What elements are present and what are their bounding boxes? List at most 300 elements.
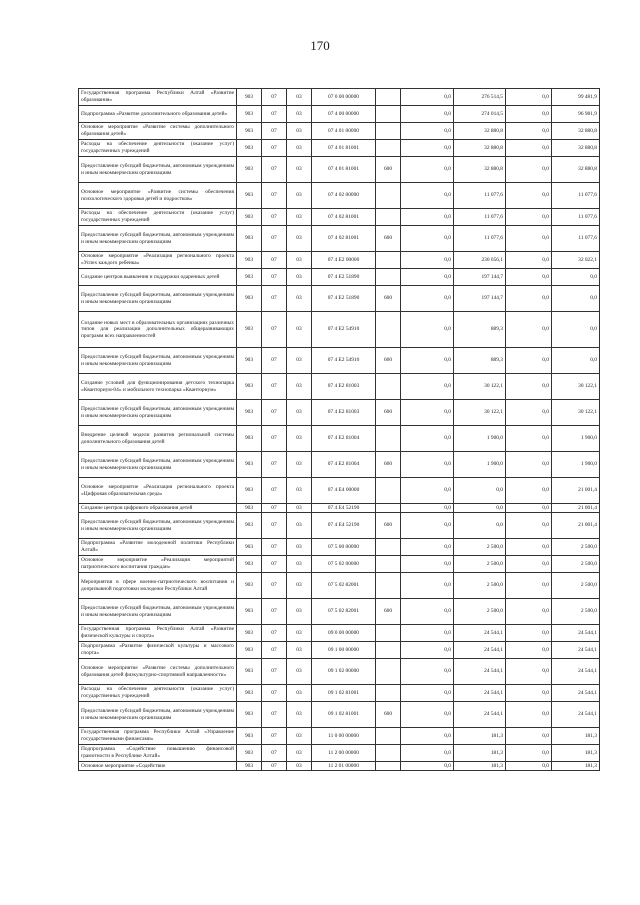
row-code-rz: 07 (262, 625, 287, 642)
row-value-3: 0,0 (506, 123, 552, 140)
row-value-2: 181,3 (454, 762, 506, 771)
row-code-gr: 903 (237, 504, 262, 513)
table-row (79, 513, 600, 539)
row-code-gr: 903 (237, 513, 262, 539)
row-value-1: 0,0 (401, 452, 454, 478)
row-code-gr: 903 (237, 89, 262, 106)
row-name: Расходы на обеспечение деятельности (оказание услуг) государственных учреждений (79, 685, 237, 702)
row-name: Подпрограмма «Развитие молодежной политики Республики Алтай» (79, 539, 237, 556)
row-value-2: 30 122,1 (454, 400, 506, 426)
row-value-2: 889,3 (454, 312, 506, 348)
row-code-vr: 600 (376, 348, 401, 374)
row-code-vr: 600 (376, 157, 401, 183)
row-value-1: 0,0 (401, 728, 454, 745)
row-code-rz: 07 (262, 513, 287, 539)
row-value-3: 0,0 (506, 513, 552, 539)
row-code-cs: 07 4 E2 51890 (312, 286, 376, 312)
row-code-rz: 07 (262, 286, 287, 312)
row-value-4: 32 880,8 (552, 140, 600, 157)
row-code-pr: 03 (287, 140, 312, 157)
row-code-pr: 03 (287, 702, 312, 728)
row-code-vr (376, 209, 401, 226)
row-code-vr (376, 89, 401, 106)
row-value-4: 96 981,9 (552, 106, 600, 123)
row-value-2: 24 544,1 (454, 659, 506, 685)
row-code-gr: 903 (237, 426, 262, 452)
row-value-4: 30 122,1 (552, 400, 600, 426)
row-value-4: 21 001,4 (552, 478, 600, 504)
row-name: Основное мероприятие «Реализация мероприятий патриотического воспитания граждан» (79, 556, 237, 573)
row-code-pr: 03 (287, 685, 312, 702)
row-value-3: 0,0 (506, 625, 552, 642)
table-row (79, 252, 600, 269)
row-name: Государственная программа Республики Алтай «Развитие физической культуры и спорта» (79, 625, 237, 642)
table-row (79, 348, 600, 374)
row-value-1: 0,0 (401, 226, 454, 252)
table-row (79, 539, 600, 556)
row-code-gr: 903 (237, 573, 262, 599)
row-code-vr: 600 (376, 599, 401, 625)
table-row (79, 556, 600, 573)
row-code-vr: 600 (376, 452, 401, 478)
row-code-vr (376, 762, 401, 771)
row-code-vr: 600 (376, 286, 401, 312)
row-value-3: 0,0 (506, 348, 552, 374)
row-name: Создание центров выявления и поддержки одаренных детей (79, 269, 237, 286)
row-value-2: 24 544,1 (454, 702, 506, 728)
table-row (79, 269, 600, 286)
row-code-gr: 903 (237, 452, 262, 478)
row-code-rz: 07 (262, 183, 287, 209)
row-code-rz: 07 (262, 106, 287, 123)
row-value-1: 0,0 (401, 625, 454, 642)
row-code-rz: 07 (262, 452, 287, 478)
row-code-vr (376, 374, 401, 400)
row-code-vr (376, 252, 401, 269)
row-value-2: 0,0 (454, 478, 506, 504)
row-code-gr: 903 (237, 625, 262, 642)
row-value-2: 181,3 (454, 728, 506, 745)
row-code-pr: 03 (287, 762, 312, 771)
row-value-2: 24 544,1 (454, 625, 506, 642)
row-value-4: 0,0 (552, 269, 600, 286)
row-code-cs: 09 0 00 00000 (312, 625, 376, 642)
row-value-4: 11 077,6 (552, 183, 600, 209)
row-name: Подпрограмма «Содействие повышению финансовой грамотности в Республике Алтай» (79, 745, 237, 762)
row-name: Подпрограмма «Развитие физической культуры и массового спорта» (79, 642, 237, 659)
row-code-pr: 03 (287, 504, 312, 513)
row-value-1: 0,0 (401, 513, 454, 539)
row-code-gr: 903 (237, 269, 262, 286)
row-code-pr: 03 (287, 106, 312, 123)
row-code-cs: 09 1 02 81001 (312, 702, 376, 728)
row-code-pr: 03 (287, 123, 312, 140)
row-code-cs: 07 5 02 82001 (312, 573, 376, 599)
row-code-cs: 07 4 E2 81004 (312, 426, 376, 452)
row-name: Предоставление субсидий бюджетным, автономным учреждениям и иным некоммерческим организациям (79, 226, 237, 252)
row-value-4: 2 500,0 (552, 539, 600, 556)
row-code-rz: 07 (262, 348, 287, 374)
row-name: Предоставление субсидий бюджетным, автономным учреждениям и иным некоммерческим организациям (79, 702, 237, 728)
row-value-1: 0,0 (401, 106, 454, 123)
row-code-cs: 07 5 00 00000 (312, 539, 376, 556)
row-name: Создание условий для функционирования детского технопарка «Кванториум-04» и мобильного технопарка «Кванториум» (79, 374, 237, 400)
row-value-1: 0,0 (401, 374, 454, 400)
row-name: Предоставление субсидий бюджетным, автономным учреждениям и иным некоммерческим организациям (79, 286, 237, 312)
row-value-1: 0,0 (401, 659, 454, 685)
row-code-gr: 903 (237, 702, 262, 728)
row-code-vr (376, 123, 401, 140)
row-value-1: 0,0 (401, 599, 454, 625)
row-code-gr: 903 (237, 183, 262, 209)
row-code-rz: 07 (262, 312, 287, 348)
row-code-gr: 903 (237, 745, 262, 762)
row-code-rz: 07 (262, 504, 287, 513)
row-code-gr: 903 (237, 106, 262, 123)
row-code-pr: 03 (287, 183, 312, 209)
row-value-2: 11 077,6 (454, 209, 506, 226)
row-code-pr: 03 (287, 252, 312, 269)
row-code-rz: 07 (262, 556, 287, 573)
row-code-rz: 07 (262, 539, 287, 556)
row-value-1: 0,0 (401, 504, 454, 513)
row-code-cs: 07 4 02 81001 (312, 209, 376, 226)
row-code-gr: 903 (237, 762, 262, 771)
row-value-3: 0,0 (506, 685, 552, 702)
row-value-2: 197 144,7 (454, 286, 506, 312)
row-value-2: 30 122,1 (454, 374, 506, 400)
row-value-1: 0,0 (401, 269, 454, 286)
row-code-rz: 07 (262, 252, 287, 269)
row-code-pr: 03 (287, 89, 312, 106)
row-code-gr: 903 (237, 157, 262, 183)
row-code-gr: 903 (237, 659, 262, 685)
row-value-4: 24 544,1 (552, 659, 600, 685)
row-value-1: 0,0 (401, 685, 454, 702)
row-name: Государственная программа Республики Алтай «Развитие образования» (79, 89, 237, 106)
row-value-3: 0,0 (506, 573, 552, 599)
row-code-gr: 903 (237, 286, 262, 312)
row-value-4: 24 544,1 (552, 642, 600, 659)
row-code-rz: 07 (262, 209, 287, 226)
table-row (79, 478, 600, 504)
row-code-vr (376, 140, 401, 157)
row-code-cs: 09 1 02 00000 (312, 659, 376, 685)
row-code-rz: 07 (262, 745, 287, 762)
row-name: Расходы на обеспечение деятельности (оказание услуг) государственных учреждений (79, 140, 237, 157)
row-code-cs: 07 5 02 00000 (312, 556, 376, 573)
row-value-4: 21 001,4 (552, 513, 600, 539)
row-value-4: 24 544,1 (552, 625, 600, 642)
row-name: Расходы на обеспечение деятельности (оказание услуг) государственных учреждений (79, 209, 237, 226)
row-value-3: 0,0 (506, 312, 552, 348)
row-name: Основное мероприятие «Развитие системы обеспечения психологического здоровья детей и подростков» (79, 183, 237, 209)
table-row (79, 209, 600, 226)
row-name: Внедрение целевой модели развития региональной системы дополнительного образования детей (79, 426, 237, 452)
row-value-3: 0,0 (506, 539, 552, 556)
row-value-4: 24 544,1 (552, 685, 600, 702)
row-value-4: 2 500,0 (552, 573, 600, 599)
row-value-4: 0,0 (552, 348, 600, 374)
row-code-pr: 03 (287, 573, 312, 599)
row-code-rz: 07 (262, 573, 287, 599)
row-value-3: 0,0 (506, 556, 552, 573)
row-code-cs: 07 4 E4 00000 (312, 478, 376, 504)
row-code-rz: 07 (262, 702, 287, 728)
row-code-cs: 07 4 E2 81004 (312, 452, 376, 478)
row-code-rz: 07 (262, 140, 287, 157)
row-value-3: 0,0 (506, 426, 552, 452)
row-code-cs: 07 4 02 00000 (312, 183, 376, 209)
row-value-3: 0,0 (506, 252, 552, 269)
row-code-cs: 07 4 E2 00000 (312, 252, 376, 269)
row-code-gr: 903 (237, 209, 262, 226)
row-value-2: 274 014,5 (454, 106, 506, 123)
row-name: Предоставление субсидий бюджетным, автономным учреждениям и иным некоммерческим организациям (79, 599, 237, 625)
table-row (79, 89, 600, 106)
row-value-4: 1 900,0 (552, 426, 600, 452)
row-name: Государственная программа Республики Алтай «Управление государственными финансами» (79, 728, 237, 745)
table-row (79, 702, 600, 728)
row-code-vr: 600 (376, 513, 401, 539)
row-value-4: 21 001,4 (552, 504, 600, 513)
row-code-rz: 07 (262, 599, 287, 625)
row-code-gr: 903 (237, 226, 262, 252)
row-value-1: 0,0 (401, 702, 454, 728)
row-code-vr (376, 426, 401, 452)
row-code-rz: 07 (262, 89, 287, 106)
row-value-1: 0,0 (401, 157, 454, 183)
row-code-pr: 03 (287, 745, 312, 762)
row-name: Предоставление субсидий бюджетным, автономным учреждениям и иным некоммерческим организациям (79, 348, 237, 374)
row-value-3: 0,0 (506, 286, 552, 312)
table-row (79, 286, 600, 312)
row-value-2: 0,0 (454, 513, 506, 539)
row-value-4: 1 900,0 (552, 452, 600, 478)
table-row (79, 625, 600, 642)
row-code-vr (376, 625, 401, 642)
row-value-2: 32 880,8 (454, 140, 506, 157)
row-value-3: 0,0 (506, 157, 552, 183)
table-row (79, 745, 600, 762)
row-value-4: 11 077,6 (552, 209, 600, 226)
row-code-pr: 03 (287, 209, 312, 226)
row-value-4: 2 500,0 (552, 556, 600, 573)
row-code-pr: 03 (287, 642, 312, 659)
table-row (79, 642, 600, 659)
row-value-3: 0,0 (506, 504, 552, 513)
row-name: Создание центров цифрового образования детей (79, 504, 237, 513)
row-value-1: 0,0 (401, 209, 454, 226)
row-value-1: 0,0 (401, 400, 454, 426)
row-name: Создание новых мест в образовательных организациях различных типов для реализации дополнительных общеразвивающих программ всех направленностей (79, 312, 237, 348)
row-code-pr: 03 (287, 269, 312, 286)
row-code-rz: 07 (262, 374, 287, 400)
row-value-3: 0,0 (506, 762, 552, 771)
row-code-vr (376, 539, 401, 556)
row-code-pr: 03 (287, 426, 312, 452)
row-value-4: 24 544,1 (552, 702, 600, 728)
row-value-3: 0,0 (506, 599, 552, 625)
row-value-1: 0,0 (401, 123, 454, 140)
row-value-2: 24 544,1 (454, 642, 506, 659)
row-code-rz: 07 (262, 659, 287, 685)
row-value-2: 197 144,7 (454, 269, 506, 286)
row-code-vr (376, 183, 401, 209)
row-code-pr: 03 (287, 728, 312, 745)
row-value-1: 0,0 (401, 348, 454, 374)
row-code-vr (376, 573, 401, 599)
row-value-4: 181,3 (552, 762, 600, 771)
row-code-rz: 07 (262, 400, 287, 426)
row-value-2: 230 056,1 (454, 252, 506, 269)
row-value-1: 0,0 (401, 312, 454, 348)
row-code-cs: 07 5 02 82001 (312, 599, 376, 625)
row-value-1: 0,0 (401, 573, 454, 599)
row-value-4: 2 500,0 (552, 599, 600, 625)
row-value-4: 32 880,8 (552, 123, 600, 140)
row-value-3: 0,0 (506, 745, 552, 762)
row-code-gr: 903 (237, 123, 262, 140)
row-name: Предоставление субсидий бюджетным, автономным учреждениям и иным некоммерческим организациям (79, 400, 237, 426)
row-code-vr (376, 269, 401, 286)
row-code-gr: 903 (237, 140, 262, 157)
row-value-3: 0,0 (506, 728, 552, 745)
row-code-vr: 600 (376, 702, 401, 728)
row-code-gr: 903 (237, 478, 262, 504)
row-code-rz: 07 (262, 269, 287, 286)
row-value-2: 2 500,0 (454, 539, 506, 556)
row-code-cs: 09 1 00 00000 (312, 642, 376, 659)
row-value-2: 276 514,5 (454, 89, 506, 106)
row-value-3: 0,0 (506, 89, 552, 106)
row-code-vr (376, 312, 401, 348)
row-value-1: 0,0 (401, 642, 454, 659)
row-name: Мероприятия в сфере военно-патриотического воспитания и допризывной подготовки молодежи Республики Алтай (79, 573, 237, 599)
row-value-3: 0,0 (506, 209, 552, 226)
row-code-pr: 03 (287, 513, 312, 539)
table-row (79, 400, 600, 426)
row-code-gr: 903 (237, 252, 262, 269)
row-value-3: 0,0 (506, 183, 552, 209)
row-name: Предоставление субсидий бюджетным, автономным учреждениям и иным некоммерческим организациям (79, 452, 237, 478)
row-code-vr (376, 685, 401, 702)
row-code-rz: 07 (262, 642, 287, 659)
table-row (79, 762, 600, 771)
row-code-pr: 03 (287, 226, 312, 252)
row-code-cs: 07 4 E4 52190 (312, 513, 376, 539)
row-value-1: 0,0 (401, 286, 454, 312)
row-value-1: 0,0 (401, 478, 454, 504)
table-row (79, 659, 600, 685)
row-value-4: 0,0 (552, 286, 600, 312)
row-name: Основное мероприятие «Содействие (79, 762, 237, 771)
row-code-cs: 09 1 02 81001 (312, 685, 376, 702)
row-code-pr: 03 (287, 659, 312, 685)
table-row (79, 573, 600, 599)
row-code-pr: 03 (287, 348, 312, 374)
row-name: Основное мероприятие «Реализация регионального проекта «Цифровая образовательная среда» (79, 478, 237, 504)
row-code-rz: 07 (262, 426, 287, 452)
row-code-cs: 07 4 E2 81003 (312, 374, 376, 400)
row-code-pr: 03 (287, 599, 312, 625)
row-value-3: 0,0 (506, 659, 552, 685)
row-value-1: 0,0 (401, 745, 454, 762)
table-row (79, 426, 600, 452)
row-code-cs: 11 2 01 00000 (312, 762, 376, 771)
row-code-vr (376, 728, 401, 745)
row-value-2: 11 077,6 (454, 226, 506, 252)
table-row (79, 183, 600, 209)
row-code-pr: 03 (287, 312, 312, 348)
row-code-vr (376, 642, 401, 659)
row-value-2: 1 900,0 (454, 452, 506, 478)
row-code-pr: 03 (287, 452, 312, 478)
row-value-3: 0,0 (506, 478, 552, 504)
row-code-gr: 903 (237, 685, 262, 702)
row-value-4: 30 122,1 (552, 374, 600, 400)
row-value-3: 0,0 (506, 140, 552, 157)
table-row (79, 685, 600, 702)
row-value-4: 32 880,8 (552, 157, 600, 183)
row-code-rz: 07 (262, 685, 287, 702)
row-code-gr: 903 (237, 599, 262, 625)
row-code-gr: 903 (237, 312, 262, 348)
row-code-vr (376, 478, 401, 504)
row-code-cs: 07 4 01 81001 (312, 157, 376, 183)
table-row (79, 728, 600, 745)
row-code-gr: 903 (237, 539, 262, 556)
row-name: Предоставление субсидий бюджетным, автономным учреждениям и иным некоммерческим организациям (79, 157, 237, 183)
row-value-3: 0,0 (506, 374, 552, 400)
table-row (79, 599, 600, 625)
row-code-pr: 03 (287, 556, 312, 573)
row-code-rz: 07 (262, 157, 287, 183)
row-value-2: 32 880,8 (454, 123, 506, 140)
row-value-2: 1 900,0 (454, 426, 506, 452)
row-name: Основное мероприятие «Развитие системы дополнительного образования детей физкультурно-спортивной направленности» (79, 659, 237, 685)
row-code-cs: 07 4 E4 52190 (312, 504, 376, 513)
row-value-1: 0,0 (401, 183, 454, 209)
row-value-4: 181,3 (552, 728, 600, 745)
row-value-2: 2 500,0 (454, 573, 506, 599)
row-code-gr: 903 (237, 348, 262, 374)
row-code-vr: 600 (376, 226, 401, 252)
row-value-1: 0,0 (401, 539, 454, 556)
row-value-3: 0,0 (506, 452, 552, 478)
row-value-2: 24 544,1 (454, 685, 506, 702)
row-code-gr: 903 (237, 642, 262, 659)
row-code-cs: 07 4 01 00000 (312, 123, 376, 140)
row-value-3: 0,0 (506, 702, 552, 728)
page-number: 170 (310, 38, 330, 53)
row-code-pr: 03 (287, 157, 312, 183)
row-code-rz: 07 (262, 226, 287, 252)
table-row (79, 312, 600, 348)
row-value-3: 0,0 (506, 226, 552, 252)
row-value-1: 0,0 (401, 762, 454, 771)
row-code-cs: 07 4 E2 54910 (312, 312, 376, 348)
row-value-2: 11 077,6 (454, 183, 506, 209)
row-code-gr: 903 (237, 728, 262, 745)
row-code-vr (376, 106, 401, 123)
budget-table (78, 88, 600, 771)
row-code-gr: 903 (237, 400, 262, 426)
row-code-pr: 03 (287, 539, 312, 556)
table-row (79, 374, 600, 400)
row-code-pr: 03 (287, 400, 312, 426)
row-name: Основное мероприятие «Развитие системы дополнительного образования детей» (79, 123, 237, 140)
